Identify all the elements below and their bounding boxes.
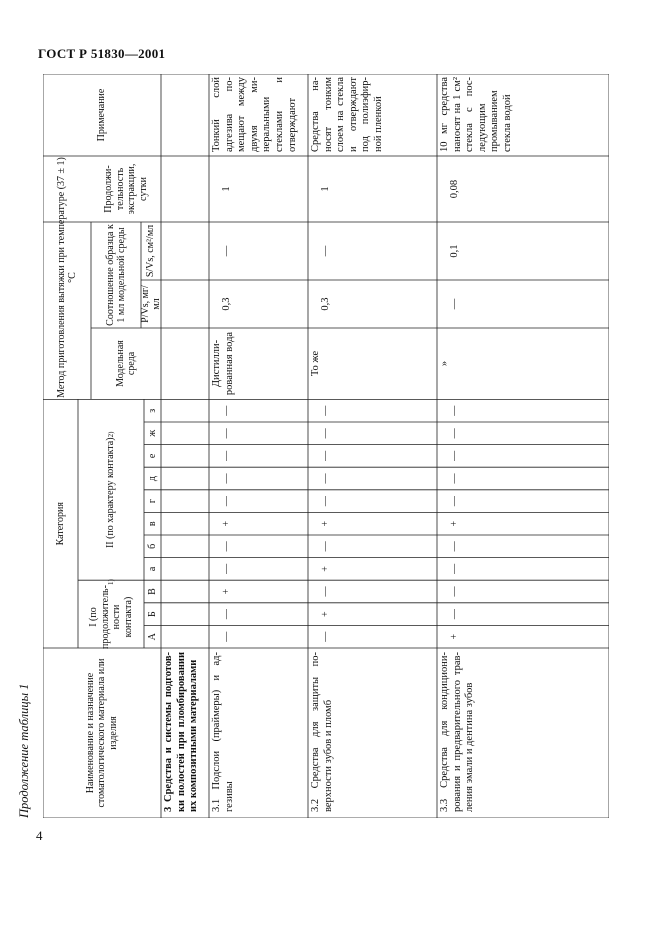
category-mark: — [320,496,332,507]
category-letter-lower: е [146,453,158,459]
row-note: Тонкий слой адгезива помещают между двумя минеральными стеклами и отверждают [211,77,298,152]
category-letter-lower: а [146,566,158,572]
category-mark: — [449,609,461,620]
header-note: Примечание [96,88,108,142]
category-mark: + [449,633,461,640]
category-mark: — [221,609,233,620]
row-medium: » [439,360,450,367]
category-mark: + [221,520,233,527]
category-mark: — [221,563,233,574]
row-ratio-sv: 0,1 [448,244,460,258]
category-letter-lower: б [146,543,158,549]
category-letter-lower: в [146,521,158,527]
row-name: 3.1 Подслои (праймеры) и адгезивы [211,652,235,812]
category-mark: — [449,405,461,416]
category-mark: + [449,520,461,527]
category-mark: — [449,428,461,439]
header-category: Категория [54,502,66,546]
category-mark: — [221,541,233,552]
category-mark: — [320,428,332,439]
row-ratio-pv: 0,3 [319,297,331,311]
category-mark: — [320,473,332,484]
category-mark: — [320,586,332,597]
category-letter-lower: г [146,499,158,504]
row-note: 10 мг средства наносят на 1 см² стекла с последующим промыванием стекла водой [439,77,513,152]
category-mark: + [320,520,332,527]
header-group1-label: I (по продолжительности контакта) [88,585,134,650]
header-group2-label: II (по характеру контакта) [105,437,117,549]
header-model-medium: Модельная среда [114,340,137,387]
page-number: 4 [36,828,43,843]
header-group1-sup: 1) [106,579,115,586]
row-duration: 1 [319,186,331,192]
row-ratio-sv: — [319,245,331,257]
category-mark: — [320,405,332,416]
category-mark: — [221,450,233,461]
row-note: Средства наносят тонким слоем на стекла и отверждают под полиэфирной пленкой [310,77,384,152]
category-mark: — [320,450,332,461]
row-name: 3.3 Средства для кондиционирования и предварительного травления эмали и дентина зубов [439,652,476,812]
category-mark: + [320,611,332,617]
row-medium: То же [310,350,321,377]
header-ratio-pv: P/Vs, мг/мл [139,285,162,323]
category-letter-upper: В [146,588,158,595]
header-ratio: Соотношение образца к 1 мл модельной среды [104,224,127,326]
category-mark: — [221,405,233,416]
category-letter-lower: з [146,408,158,413]
header-method: Метод приготовления вытяжки при температуре (37 ± 1) °С [55,157,78,398]
rotated-table [17,74,609,818]
category-mark: — [320,541,332,552]
table-caption: Продолжение таблицы 1 [17,683,31,818]
row-duration: 1 [220,186,232,192]
header-ratio-sv: S/Vs, см²/мл [145,224,157,278]
category-letter-lower: д [146,475,158,482]
category-mark: — [449,450,461,461]
header-group2 [78,399,144,580]
header-duration: Продолжительность экстракции, сутки [103,163,149,215]
category-letter-upper: Б [146,611,158,617]
category-mark: + [320,566,332,572]
category-mark: — [449,563,461,574]
row-ratio-pv: — [448,298,460,310]
category-letter-lower: ж [146,429,158,437]
standard-header: ГОСТ Р 51830—2001 [38,46,166,61]
category-mark: — [221,496,233,507]
header-group1 [78,579,144,650]
category-letter-upper: А [146,633,158,641]
category-mark: — [449,496,461,507]
row-ratio-sv: — [220,245,232,257]
section-title: 3 Средства и системы подготовки полостей при пломбировании их композитными материалами [163,652,200,812]
category-mark: — [449,586,461,597]
header-name: Наименование и назначение стоматологического материала или изделия [84,658,119,808]
category-mark: — [320,631,332,642]
row-duration: 0,08 [448,179,460,199]
category-mark: — [449,541,461,552]
category-mark: — [221,631,233,642]
category-mark: — [449,473,461,484]
category-mark: + [221,588,233,595]
row-medium: Дистиллированная вода [211,331,235,396]
header-group2-sup: 2) [106,431,115,438]
category-mark: — [221,428,233,439]
row-ratio-pv: 0,3 [220,297,232,311]
category-mark: — [221,473,233,484]
row-name: 3.2 Средства для защиты поверхности зубов и пломб [310,652,334,812]
